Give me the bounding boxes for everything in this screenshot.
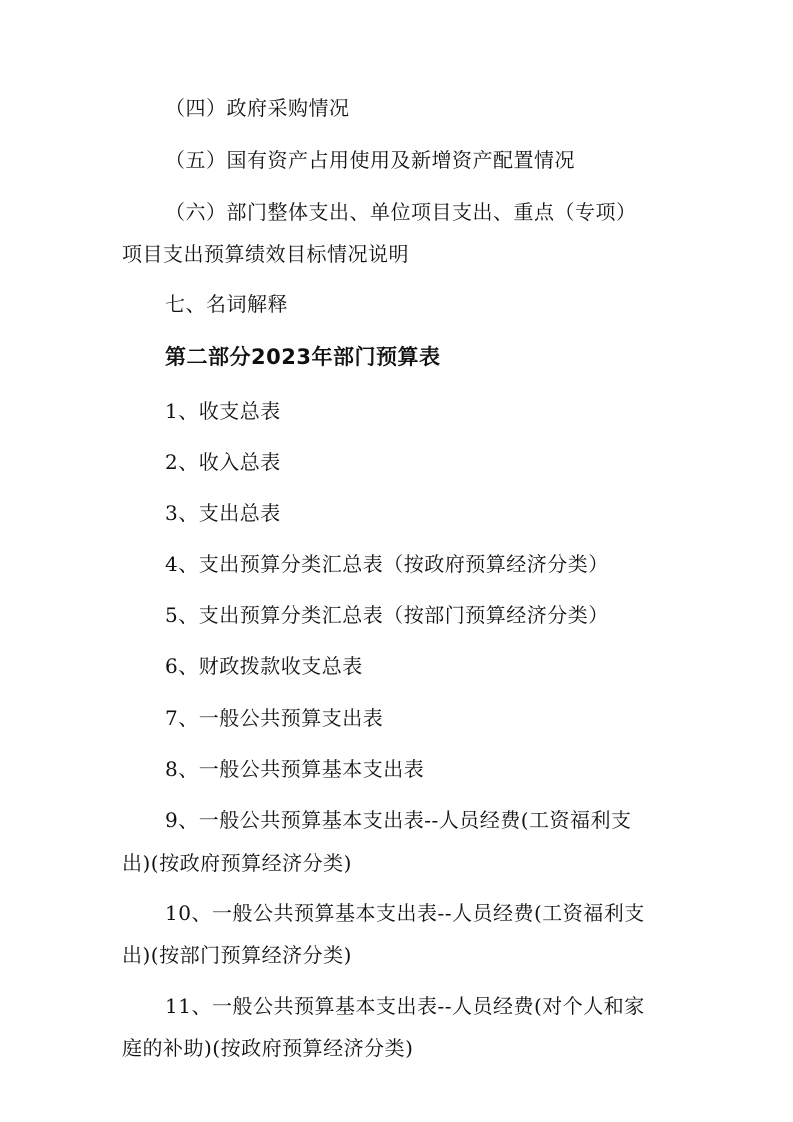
table-list-item-2: 2、收入总表 — [165, 450, 281, 474]
table-list-item-9: 9、一般公共预算基本支出表--人员经费(工资福利支 — [165, 808, 632, 832]
table-list-item-10-continued: 出)(按部门预算经济分类) — [122, 943, 352, 967]
table-list-item-5: 5、支出预算分类汇总表（按部门预算经济分类） — [165, 603, 609, 627]
section-item-performance-goals-continued: 项目支出预算绩效目标情况说明 — [122, 242, 409, 266]
section-item-glossary: 七、名词解释 — [165, 292, 288, 316]
section-item-state-assets: （五）国有资产占用使用及新增资产配置情况 — [165, 148, 575, 172]
table-list-item-4: 4、支出预算分类汇总表（按政府预算经济分类） — [165, 552, 609, 576]
table-list-item-11-continued: 庭的补助)(按政府预算经济分类) — [122, 1036, 414, 1060]
section-item-performance-goals: （六）部门整体支出、单位项目支出、重点（专项） — [165, 200, 637, 224]
table-list-item-11: 11、一般公共预算基本支出表--人员经费(对个人和家 — [165, 994, 645, 1018]
part-two-heading: 第二部分2023年部门预算表 — [165, 345, 441, 369]
table-list-item-10: 10、一般公共预算基本支出表--人员经费(工资福利支 — [165, 901, 645, 925]
table-list-item-9-continued: 出)(按政府预算经济分类) — [122, 851, 352, 875]
table-list-item-3: 3、支出总表 — [165, 501, 281, 525]
table-list-item-7: 7、一般公共预算支出表 — [165, 706, 384, 730]
table-list-item-6: 6、财政拨款收支总表 — [165, 654, 363, 678]
table-list-item-1: 1、收支总表 — [165, 399, 281, 423]
table-list-item-8: 8、一般公共预算基本支出表 — [165, 757, 425, 781]
section-item-government-procurement: （四）政府采购情况 — [165, 96, 350, 120]
